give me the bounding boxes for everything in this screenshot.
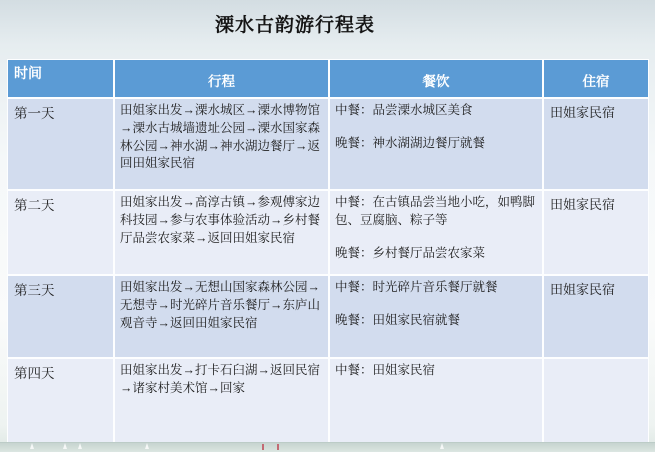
column-header-meals: 餐饮	[330, 60, 542, 97]
column-header-itinerary: 行程	[115, 60, 328, 97]
stay-cell: 田姐家民宿	[544, 276, 648, 357]
meals-cell	[330, 191, 542, 274]
stay-cell	[544, 359, 648, 443]
sailboat-icon	[30, 443, 34, 449]
meals-cell	[330, 99, 542, 189]
itinerary-cell: 田姐家出发→打卡石臼湖→返回民宿→诸家村美术馆→回家	[115, 359, 328, 443]
stay-cell: 田姐家民宿	[544, 99, 648, 189]
dinner-text: 晚餐：乡村餐厅品尝农家菜	[335, 245, 486, 260]
itinerary-cell: 田姐家出发→高淳古镇→参观傅家边科技园→参与农事体验活动→乡村餐厅品尝农家菜→返回田姐家民宿	[115, 191, 328, 274]
sailboat-icon	[145, 443, 149, 449]
buoy-icon	[277, 444, 279, 450]
itinerary-cell: 田姐家出发→无想山国家森林公园→无想寺→时光碎片音乐餐厅→东庐山观音寺→返回田姐家民宿	[115, 276, 328, 357]
sailboat-icon	[440, 443, 444, 449]
lunch-text: 中餐：品尝溧水城区美食	[335, 103, 473, 117]
day-cell: 第四天	[8, 359, 113, 443]
day-cell: 第一天	[8, 99, 113, 189]
meals-cell	[330, 276, 542, 357]
column-header-stay: 住宿	[544, 60, 648, 97]
day-cell: 第二天	[8, 191, 113, 274]
meals-cell	[330, 359, 542, 443]
buoy-icon	[262, 444, 264, 450]
dinner-text: 晚餐：神水湖湖边餐厅就餐	[335, 135, 486, 150]
day-cell: 第三天	[8, 276, 113, 357]
page-title: 溧水古韵游行程表	[214, 15, 375, 36]
lunch-text: 中餐：田姐家民宿	[335, 363, 436, 377]
lake-background-strip	[0, 442, 655, 452]
sailboat-icon	[78, 443, 82, 449]
itinerary-cell: 田姐家出发→溧水城区→溧水博物馆→溧水古城墙遗址公园→溧水国家森林公园→神水湖→神水湖边餐厅→返回田姐家民宿	[115, 99, 328, 189]
sailboat-icon	[63, 443, 67, 449]
itinerary-table	[7, 59, 649, 444]
lunch-text: 中餐：时光碎片音乐餐厅就餐	[335, 280, 498, 294]
dinner-text: 晚餐：田姐家民宿就餐	[335, 312, 461, 327]
lunch-text: 中餐：在古镇品尝当地小吃，如鸭脚包、豆腐脑、粽子等	[335, 195, 536, 227]
column-header-time: 时间	[8, 60, 113, 97]
stay-cell: 田姐家民宿	[544, 191, 648, 274]
